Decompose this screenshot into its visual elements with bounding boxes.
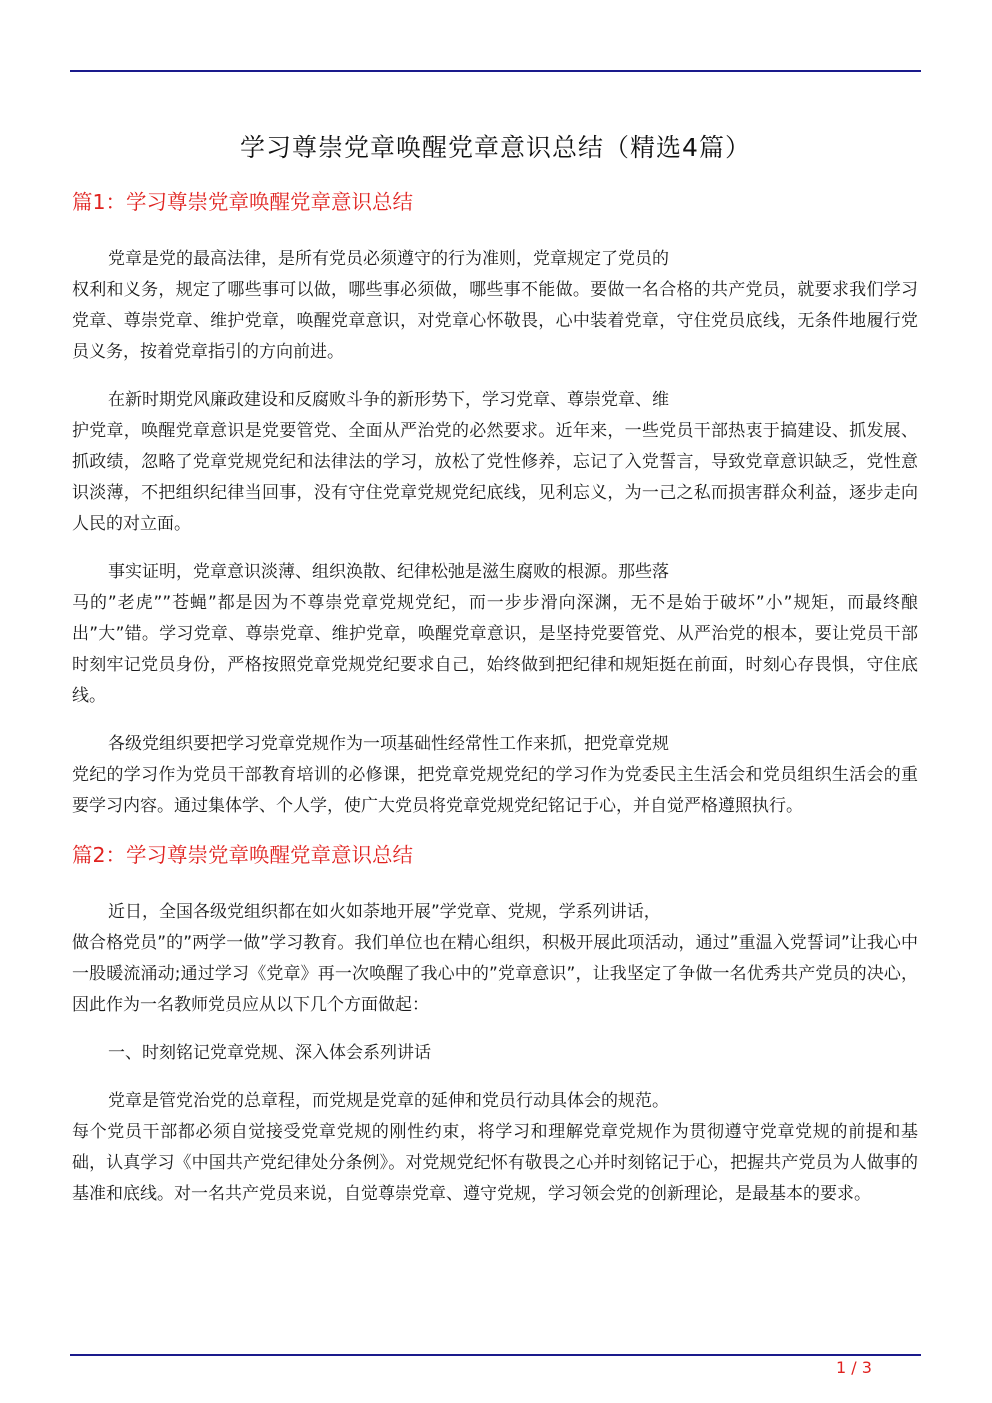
paragraph-first-line: 党章是管党治党的总章程，而党规是党章的延伸和党员行动具体会的规范。 <box>108 1091 669 1111</box>
paragraph-body: 护党章，唤醒党章意识是党要管党、全面从严治党的必然要求。近年来，一些党员干部热衷于搞建设、抓发展、抓政绩，忽略了党章党规党纪和法律法的学习，放松了党性修养，忘记了入党誓言，导致党章意识缺乏，党性意识淡薄，不把组织纪律当回事，没有守住党章党规党纪底线，见利忘义，为一己之私而损害群众利益，逐步走向人民的对立面。 <box>72 421 918 534</box>
paragraph <box>72 729 918 822</box>
page-number: 1 / 3 <box>836 1358 872 1377</box>
paragraph <box>72 897 918 1021</box>
paragraph-body: 马的”老虎””苍蝇”都是因为不尊崇党章党规党纪，而一步步滑向深渊，无不是始于破坏”小”规矩，而最终酿出”大”错。学习党章、尊崇党章、维护党章，唤醒党章意识，是坚持党要管党、从严治党的根本，要让党员干部时刻牢记党员身份，严格按照党章党规党纪要求自己，始终做到把纪律和规矩挺在前面，时刻心存畏惧，守住底线。 <box>72 593 918 706</box>
paragraph-first-line: 各级党组织要把学习党章党规作为一项基础性经常性工作来抓，把党章党规 <box>108 734 669 754</box>
paragraph-first-line: 事实证明，党章意识淡薄、组织涣散、纪律松弛是滋生腐败的根源。那些落 <box>108 562 669 582</box>
paragraph <box>72 244 918 368</box>
paragraph-body: 每个党员干部都必须自觉接受党章党规的刚性约束，将学习和理解党章党规作为贯彻遵守党章党规的前提和基础，认真学习《中国共产党纪律处分条例》。对党规党纪怀有敬畏之心并时刻铭记于心，把握共产党员为人做事的基准和底线。对一名共产党员来说，自觉尊崇党章、遵守党规，学习领会党的创新理论，是最基本的要求。 <box>72 1122 918 1204</box>
paragraph-body: 做合格党员”的”两学一做”学习教育。我们单位也在精心组织，积极开展此项活动，通过”重温入党誓词”让我心中一股暖流涌动;通过学习《党章》再一次唤醒了我心中的”党章意识”，让我坚定了争做一名优秀共产党员的决心，因此作为一名教师党员应从以下几个方面做起： <box>72 933 918 1015</box>
paragraph-body: 党纪的学习作为党员干部教育培训的必修课，把党章党规党纪的学习作为党委民主生活会和党员组织生活会的重要学习内容。通过集体学、个人学，使广大党员将党章党规党纪铭记于心，并自觉严格遵照执行。 <box>72 765 918 816</box>
paragraph-first-line: 近日，全国各级党组织都在如火如荼地开展”学党章、党规，学系列讲话， <box>108 902 661 922</box>
top-rule <box>70 70 921 72</box>
paragraph-first-line: 党章是党的最高法律，是所有党员必须遵守的行为准则，党章规定了党员的 <box>108 249 669 269</box>
document-body <box>72 186 918 1227</box>
bottom-rule <box>70 1354 921 1356</box>
section-heading: 篇2：学习尊崇党章唤醒党章意识总结 <box>72 843 414 867</box>
paragraph-body: 权利和义务，规定了哪些事可以做，哪些事必须做，哪些事不能做。要做一名合格的共产党员，就要求我们学习党章、尊崇党章、维护党章，唤醒党章意识，对党章心怀敬畏，心中装着党章，守住党员底线，无条件地履行党员义务，按着党章指引的方向前进。 <box>72 280 918 362</box>
list-item-heading: 一、时刻铭记党章党规、深入体会系列讲话 <box>108 1043 431 1063</box>
paragraph <box>72 385 918 540</box>
paragraph-first-line: 在新时期党风廉政建设和反腐败斗争的新形势下，学习党章、尊崇党章、维 <box>108 390 669 410</box>
section-heading: 篇1：学习尊崇党章唤醒党章意识总结 <box>72 190 414 214</box>
document-title: 学习尊崇党章唤醒党章意识总结（精选4篇） <box>240 133 751 162</box>
paragraph <box>72 557 918 712</box>
paragraph <box>72 1086 918 1210</box>
